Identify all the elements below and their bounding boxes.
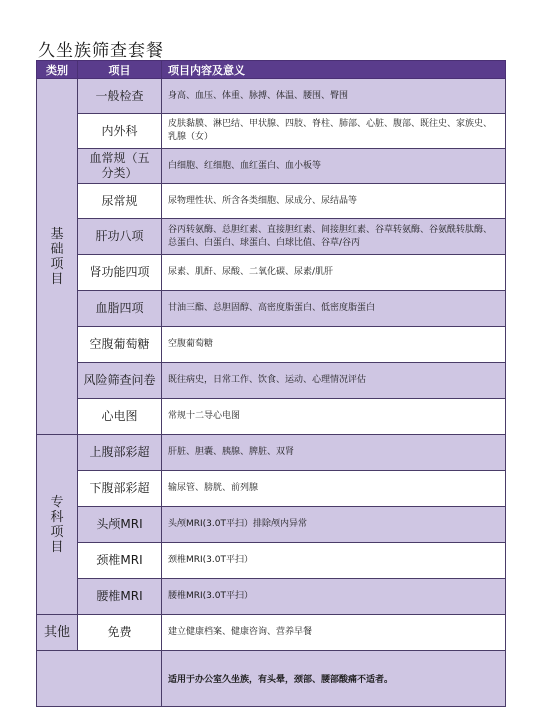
item-content: 腰椎MRI(3.0T平扫）	[162, 579, 506, 615]
table-row	[37, 363, 506, 399]
category-other: 其他	[37, 615, 78, 651]
table-row	[37, 507, 506, 543]
item-content: 尿物理性状、所含各类细胞、尿成分、尿结晶等	[162, 184, 506, 219]
table-row	[37, 184, 506, 219]
table-row	[37, 291, 506, 327]
table-row	[37, 79, 506, 114]
item-content: 谷丙转氨酶、总胆红素、直接胆红素、间接胆红素、谷草转氨酶、谷氨酰转肽酶、总蛋白、白蛋白、球蛋白、白球比值、谷草/谷丙	[162, 219, 506, 255]
item-content: 肝脏、胆囊、胰腺、脾脏、双肾	[162, 435, 506, 471]
item-content: 颈椎MRI(3.0T平扫）	[162, 543, 506, 579]
item-content: 常规十二导心电图	[162, 399, 506, 435]
table-row	[37, 579, 506, 615]
note-blank-cell	[37, 651, 162, 707]
item-name: 头颅MRI	[78, 507, 162, 543]
item-content: 建立健康档案、健康咨询、营养早餐	[162, 615, 506, 651]
item-content: 尿素、肌酐、尿酸、二氧化碳、尿素/肌肝	[162, 255, 506, 291]
item-name: 肝功八项	[78, 219, 162, 255]
item-name: 上腹部彩超	[78, 435, 162, 471]
item-name: 血常规（五分类）	[78, 149, 162, 184]
table-row	[37, 327, 506, 363]
item-name: 内外科	[78, 114, 162, 149]
item-content: 空腹葡萄糖	[162, 327, 506, 363]
item-name: 空腹葡萄糖	[78, 327, 162, 363]
item-content: 既往病史，日常工作、饮食、运动、心理情况评估	[162, 363, 506, 399]
table-row	[37, 149, 506, 184]
table-row	[37, 219, 506, 255]
table-header	[37, 61, 506, 79]
item-name: 免费	[78, 615, 162, 651]
item-content: 白细胞、红细胞、血红蛋白、血小板等	[162, 149, 506, 184]
table-row	[37, 615, 506, 651]
page-title: 久坐族筛查套餐	[38, 41, 164, 61]
table-row	[37, 543, 506, 579]
item-name: 肾功能四项	[78, 255, 162, 291]
item-name: 腰椎MRI	[78, 579, 162, 615]
category-basic: 基础项目	[37, 79, 78, 435]
item-name: 一般检查	[78, 79, 162, 114]
table-row	[37, 255, 506, 291]
item-content: 身高、血压、体重、脉搏、体温、腰围、臀围	[162, 79, 506, 114]
header-item: 项目	[78, 61, 162, 79]
table-row	[37, 471, 506, 507]
item-name: 尿常规	[78, 184, 162, 219]
table-row	[37, 435, 506, 471]
package-table	[36, 60, 506, 707]
category-special: 专科项目	[37, 435, 78, 615]
item-content: 头颅MRI(3.0T平扫）排除颅内异常	[162, 507, 506, 543]
table-row	[37, 399, 506, 435]
item-name: 颈椎MRI	[78, 543, 162, 579]
item-content: 皮肤黏膜、淋巴结、甲状腺、四肢、脊柱、肺部、心脏、腹部、既往史、家族史、乳腺（女）	[162, 114, 506, 149]
item-name: 心电图	[78, 399, 162, 435]
item-name: 风险筛查问卷	[78, 363, 162, 399]
table-row	[37, 114, 506, 149]
item-content: 输尿管、膀胱、前列腺	[162, 471, 506, 507]
item-name: 下腹部彩超	[78, 471, 162, 507]
suitability-note: 适用于办公室久坐族，有头晕，颈部、腰部酸痛不适者。	[162, 651, 506, 707]
table-note-row	[37, 651, 506, 707]
item-name: 血脂四项	[78, 291, 162, 327]
header-content: 项目内容及意义	[162, 61, 506, 79]
item-content: 甘油三酯、总胆固醇、高密度脂蛋白、低密度脂蛋白	[162, 291, 506, 327]
header-category: 类别	[37, 61, 78, 79]
